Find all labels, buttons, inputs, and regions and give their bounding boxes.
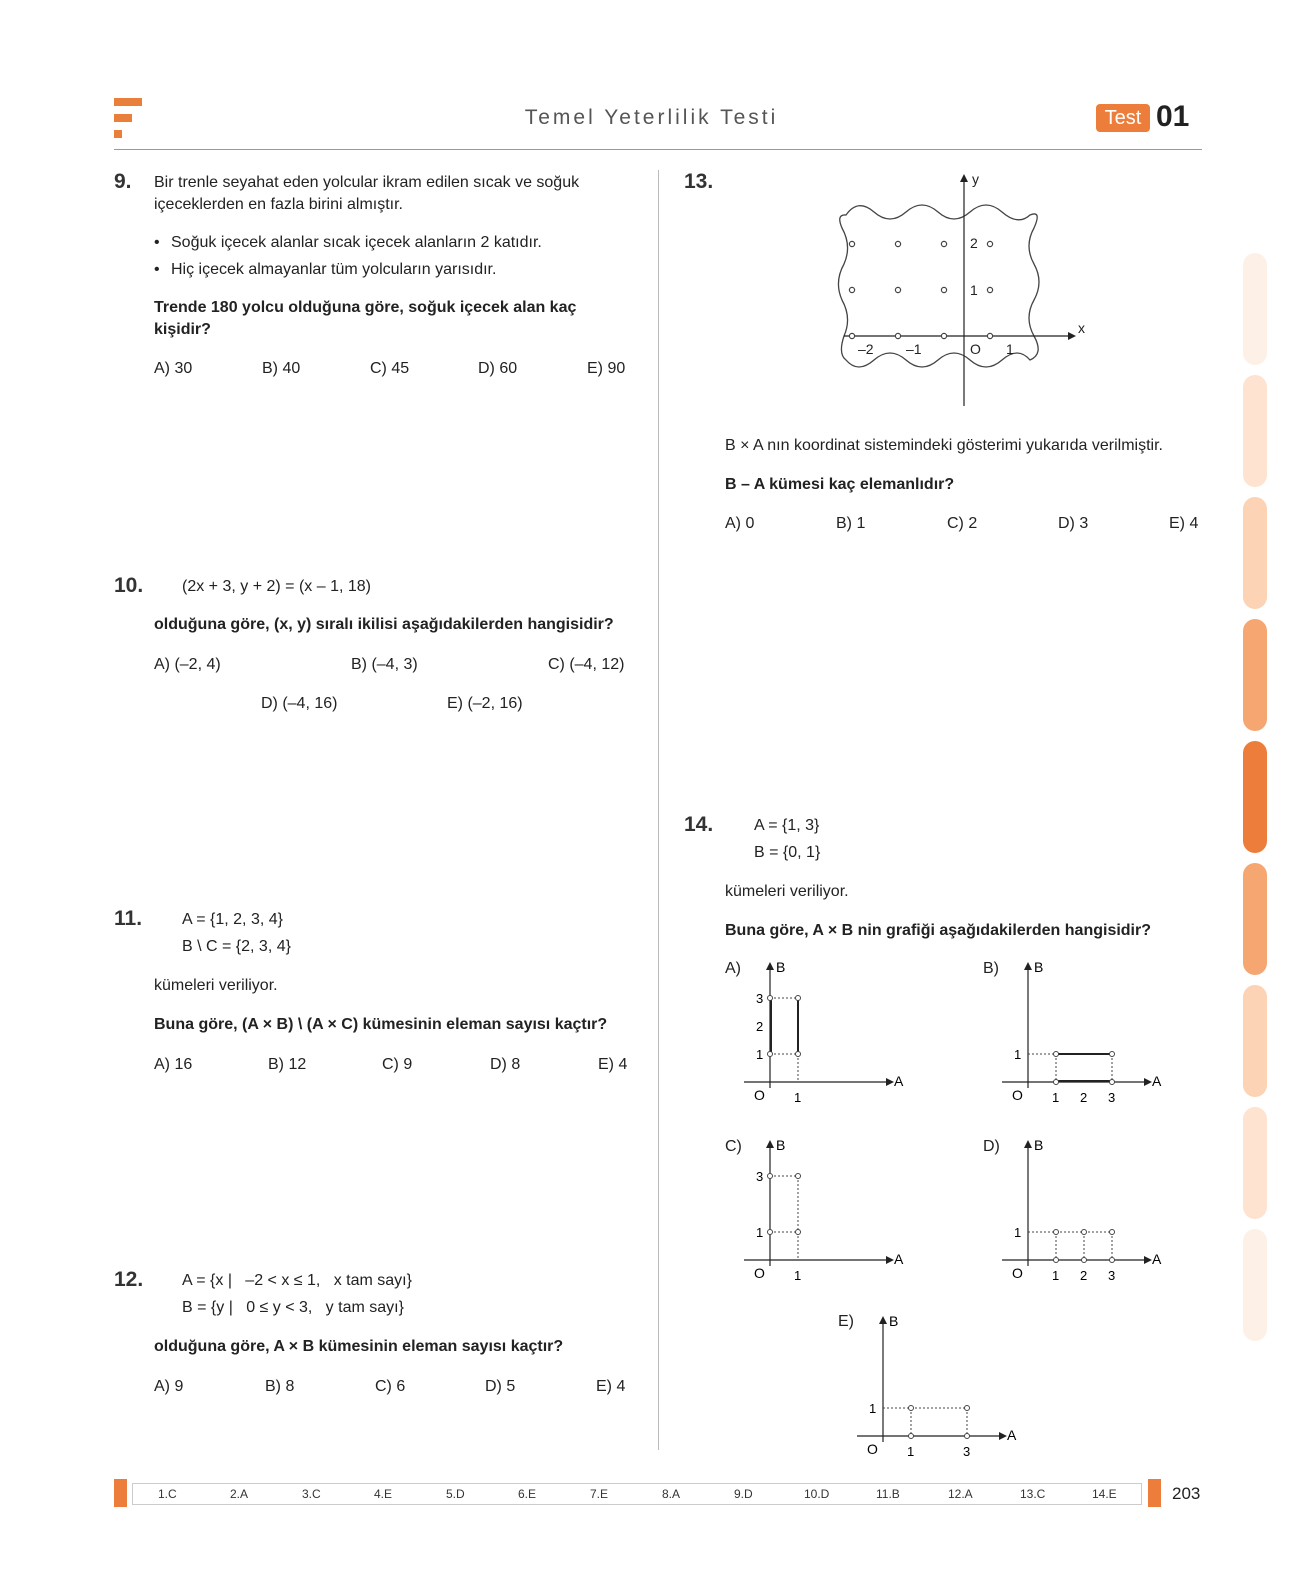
- graph-label: 3: [756, 991, 764, 1006]
- graph-mark: [1082, 1230, 1087, 1235]
- option-c-graph[interactable]: [740, 1136, 920, 1286]
- graph-label: B: [776, 1137, 786, 1153]
- question-11-prompt: Buna göre, (A × B) \ (A × C) kümesinin eleman sayısı kaçtır?: [154, 1016, 608, 1033]
- y-axis-label: y: [972, 171, 979, 187]
- graph-label: 3: [1108, 1090, 1116, 1105]
- answer-key-item: 5.D: [446, 1487, 465, 1501]
- question-13-option-b[interactable]: B) 1: [836, 515, 866, 532]
- graph-mark: [1054, 1230, 1059, 1235]
- graph-mark: [965, 1434, 970, 1439]
- question-14-set-1: A = {1, 3}: [754, 817, 820, 834]
- side-tab-2[interactable]: [1243, 375, 1267, 487]
- graph-mark: [1082, 1258, 1087, 1263]
- question-11-option-a[interactable]: A) 16: [154, 1056, 193, 1073]
- question-13-statement: B × A nın koordinat sistemindeki gösterimi yukarıda verilmiştir.: [725, 437, 1163, 454]
- graph-mark: [909, 1406, 914, 1411]
- answer-key-item: 4.E: [374, 1487, 393, 1501]
- x-tick-label: 1: [1006, 341, 1014, 357]
- graph-mark: [796, 1052, 801, 1057]
- graph-label: 2: [1080, 1268, 1088, 1283]
- point: [941, 333, 946, 338]
- graph-mark: [768, 1052, 773, 1057]
- point: [895, 333, 900, 338]
- graph-mark: [768, 1230, 773, 1235]
- option-e-graph[interactable]: [853, 1312, 1033, 1462]
- question-9-option-c[interactable]: C) 45: [370, 360, 410, 377]
- graph-label: 1: [756, 1047, 764, 1062]
- graph-label: A: [1152, 1251, 1162, 1267]
- graph-label: 1: [907, 1444, 915, 1459]
- x-axis-label: x: [1078, 320, 1085, 336]
- graph-mark: [886, 1078, 894, 1086]
- answer-key-item: 11.B: [876, 1487, 900, 1501]
- question-10-option-c[interactable]: C) (–4, 12): [548, 656, 625, 673]
- side-tab-9[interactable]: [1243, 1229, 1267, 1341]
- question-9-option-e[interactable]: E) 90: [587, 360, 626, 377]
- page-number: 203: [1172, 1484, 1201, 1503]
- point: [987, 287, 992, 292]
- graph-label: A: [1152, 1073, 1162, 1089]
- question-9-option-a[interactable]: A) 30: [154, 360, 193, 377]
- question-12-option-a[interactable]: A) 9: [154, 1378, 184, 1395]
- graph-label: 1: [1014, 1047, 1022, 1062]
- footer-marker-left: [114, 1479, 127, 1507]
- graph-label: 3: [756, 1169, 764, 1184]
- graph-label: 1: [869, 1401, 877, 1416]
- answer-key-item: 14.E: [1092, 1487, 1117, 1501]
- graph-mark: [1024, 1140, 1032, 1148]
- logo-bar-bottom: [114, 130, 122, 138]
- question-12-prompt: olduğuna göre, A × B kümesinin eleman sayısı kaçtır?: [154, 1338, 564, 1355]
- graph-label: O: [754, 1087, 765, 1103]
- answer-key-item: 9.D: [734, 1487, 753, 1501]
- question-13-option-c[interactable]: C) 2: [947, 515, 978, 532]
- question-9-option-b[interactable]: B) 40: [262, 360, 301, 377]
- point: [895, 241, 900, 246]
- graph-label: O: [1012, 1265, 1023, 1281]
- side-tab-1[interactable]: [1243, 253, 1267, 365]
- graph-label: O: [867, 1441, 878, 1457]
- graph-label: A: [1007, 1427, 1017, 1443]
- question-10-option-b[interactable]: B) (–4, 3): [351, 656, 418, 673]
- graph-mark: [1110, 1080, 1115, 1085]
- graph-label: 3: [963, 1444, 971, 1459]
- question-9-prompt-2: kişidir?: [154, 321, 211, 338]
- answer-key-item: 1.C: [158, 1487, 177, 1501]
- point: [849, 287, 854, 292]
- graph-mark: [1054, 1258, 1059, 1263]
- answer-key-item: 13.C: [1020, 1487, 1046, 1501]
- point: [987, 241, 992, 246]
- question-11-set-1: A = {1, 2, 3, 4}: [182, 911, 283, 928]
- question-14-option-c[interactable]: C): [725, 1138, 742, 1155]
- graph-mark: [879, 1316, 887, 1324]
- graph-label: B: [1034, 959, 1044, 975]
- question-14-given: kümeleri veriliyor.: [725, 883, 849, 900]
- option-d-graph[interactable]: [998, 1136, 1178, 1286]
- graph-label: 1: [1014, 1225, 1022, 1240]
- question-14-option-b[interactable]: B): [983, 960, 999, 977]
- question-13-graph: [830, 170, 1090, 420]
- question-12-option-c[interactable]: C) 6: [375, 1378, 406, 1395]
- bullet-dot: •: [154, 234, 160, 251]
- graph-label: 1: [794, 1268, 802, 1283]
- option-b-graph[interactable]: [998, 958, 1178, 1108]
- graph-mark: [766, 962, 774, 970]
- page-title: Temel Yeterlilik Testi: [524, 106, 779, 129]
- header-divider: [114, 149, 1202, 150]
- side-tab-4[interactable]: [1243, 619, 1267, 731]
- question-14-set-2: B = {0, 1}: [754, 844, 821, 861]
- question-9-option-d[interactable]: D) 60: [478, 360, 518, 377]
- side-tab-8[interactable]: [1243, 1107, 1267, 1219]
- graph-mark: [1110, 1258, 1115, 1263]
- question-12-option-b[interactable]: B) 8: [265, 1378, 295, 1395]
- graph-mark: [1144, 1078, 1152, 1086]
- question-12-option-e[interactable]: E) 4: [596, 1378, 626, 1395]
- graph-label: B: [1034, 1137, 1044, 1153]
- answer-key-item: 3.C: [302, 1487, 321, 1501]
- question-11-set-2: B \ C = {2, 3, 4}: [182, 938, 291, 955]
- question-10-prompt: olduğuna göre, (x, y) sıralı ikilisi aşağıdakilerden hangisidir?: [154, 616, 614, 633]
- x-tick-label: –1: [906, 341, 922, 357]
- graph-label: 2: [756, 1019, 764, 1034]
- question-14-option-e[interactable]: E): [838, 1313, 854, 1330]
- y-tick-label: 2: [970, 235, 978, 251]
- question-14-prompt: Buna göre, A × B nin grafiği aşağıdakilerden hangisidir?: [725, 922, 1151, 939]
- graph-mark: [1024, 962, 1032, 970]
- origin-label: O: [970, 341, 981, 357]
- question-9-number: 9.: [114, 170, 132, 193]
- graph-label: 2: [1080, 1090, 1088, 1105]
- graph-mark: [768, 1174, 773, 1179]
- point: [941, 241, 946, 246]
- point: [849, 333, 854, 338]
- graph-label: 1: [1052, 1090, 1060, 1105]
- side-tab-5[interactable]: [1243, 741, 1267, 853]
- graph-label: B: [776, 959, 786, 975]
- question-10-equation: (2x + 3, y + 2) = (x – 1, 18): [182, 578, 371, 595]
- question-9-bullet-1: Soğuk içecek alanlar sıcak içecek alanların 2 katıdır.: [171, 234, 542, 251]
- graph-label: 3: [1108, 1268, 1116, 1283]
- graph-mark: [999, 1432, 1007, 1440]
- point: [941, 287, 946, 292]
- column-divider: [658, 170, 659, 1450]
- graph-mark: [796, 1174, 801, 1179]
- question-11-given: kümeleri veriliyor.: [154, 977, 278, 994]
- graph-label: O: [1012, 1087, 1023, 1103]
- x-axis-arrow: [1068, 332, 1076, 340]
- graph-mark: [1110, 1230, 1115, 1235]
- question-10-option-a[interactable]: A) (–2, 4): [154, 656, 221, 673]
- footer-marker-right: [1148, 1479, 1161, 1507]
- question-12-set-2: B = {y | 0 ≤ y < 3, y tam sayı}: [182, 1299, 404, 1316]
- graph-mark: [909, 1434, 914, 1439]
- question-10-option-d[interactable]: D) (–4, 16): [261, 695, 338, 712]
- graph-label: 1: [1052, 1268, 1060, 1283]
- question-9-line-2: içeceklerden en fazla birini almıştır.: [154, 196, 403, 213]
- question-14-option-d[interactable]: D): [983, 1138, 1000, 1155]
- graph-label: O: [754, 1265, 765, 1281]
- graph-mark: [766, 1140, 774, 1148]
- question-14-number: 14.: [684, 813, 714, 836]
- graph-label: 1: [756, 1225, 764, 1240]
- graph-mark: [886, 1256, 894, 1264]
- question-9-prompt-1: Trende 180 yolcu olduğuna göre, soğuk içecek alan kaç: [154, 299, 577, 316]
- question-13-option-e[interactable]: E) 4: [1169, 515, 1199, 532]
- question-11-option-b[interactable]: B) 12: [268, 1056, 307, 1073]
- answer-key-item: 6.E: [518, 1487, 537, 1501]
- point: [987, 333, 992, 338]
- graph-label: A: [894, 1073, 904, 1089]
- graph-mark: [796, 1230, 801, 1235]
- question-9-bullet-2: Hiç içecek almayanlar tüm yolcuların yarısıdır.: [171, 261, 497, 278]
- point: [849, 241, 854, 246]
- option-a-graph[interactable]: [740, 958, 920, 1108]
- question-11-option-c[interactable]: C) 9: [382, 1056, 413, 1073]
- question-13-option-a[interactable]: A) 0: [725, 515, 755, 532]
- answer-key-item: 12.A: [948, 1487, 973, 1501]
- question-12-option-d[interactable]: D) 5: [485, 1378, 516, 1395]
- graph-label: 1: [794, 1090, 802, 1105]
- question-10-number: 10.: [114, 574, 144, 597]
- side-tab-7[interactable]: [1243, 985, 1267, 1097]
- graph-label: A: [894, 1251, 904, 1267]
- question-11-number: 11.: [114, 907, 143, 930]
- graph-label: B: [889, 1313, 899, 1329]
- question-13-option-d[interactable]: D) 3: [1058, 515, 1089, 532]
- answer-key-bar: [132, 1483, 1142, 1505]
- test-badge: Test: [1096, 104, 1150, 132]
- graph-mark: [965, 1406, 970, 1411]
- question-11-option-e[interactable]: E) 4: [598, 1056, 628, 1073]
- question-12-set-1: A = {x | –2 < x ≤ 1, x tam sayı}: [182, 1272, 412, 1289]
- graph-mark: [796, 996, 801, 1001]
- point: [895, 287, 900, 292]
- question-13-prompt: B – A kümesi kaç elemanlıdır?: [725, 476, 955, 493]
- question-13-number: 13.: [684, 170, 714, 193]
- graph-mark: [1054, 1052, 1059, 1057]
- graph-mark: [1144, 1256, 1152, 1264]
- answer-key-item: 8.A: [662, 1487, 681, 1501]
- graph-mark: [1054, 1080, 1059, 1085]
- y-axis-arrow: [960, 174, 968, 182]
- x-tick-label: –2: [858, 341, 874, 357]
- logo-bar-top: [114, 98, 142, 106]
- graph-mark: [768, 996, 773, 1001]
- question-11-option-d[interactable]: D) 8: [490, 1056, 521, 1073]
- answer-key-item: 10.D: [804, 1487, 830, 1501]
- side-tab-3[interactable]: [1243, 497, 1267, 609]
- bullet-dot: •: [154, 261, 160, 278]
- question-12-number: 12.: [114, 1268, 144, 1291]
- question-10-option-e[interactable]: E) (–2, 16): [447, 695, 523, 712]
- question-14-option-a[interactable]: A): [725, 960, 741, 977]
- answer-key-item: 2.A: [230, 1487, 249, 1501]
- graph-mark: [1110, 1052, 1115, 1057]
- question-9-line-1: Bir trenle seyahat eden yolcular ikram edilen sıcak ve soğuk: [154, 174, 580, 191]
- test-number: 01: [1156, 100, 1190, 133]
- y-tick-label: 1: [970, 282, 978, 298]
- side-tab-6[interactable]: [1243, 863, 1267, 975]
- answer-key-item: 7.E: [590, 1487, 609, 1501]
